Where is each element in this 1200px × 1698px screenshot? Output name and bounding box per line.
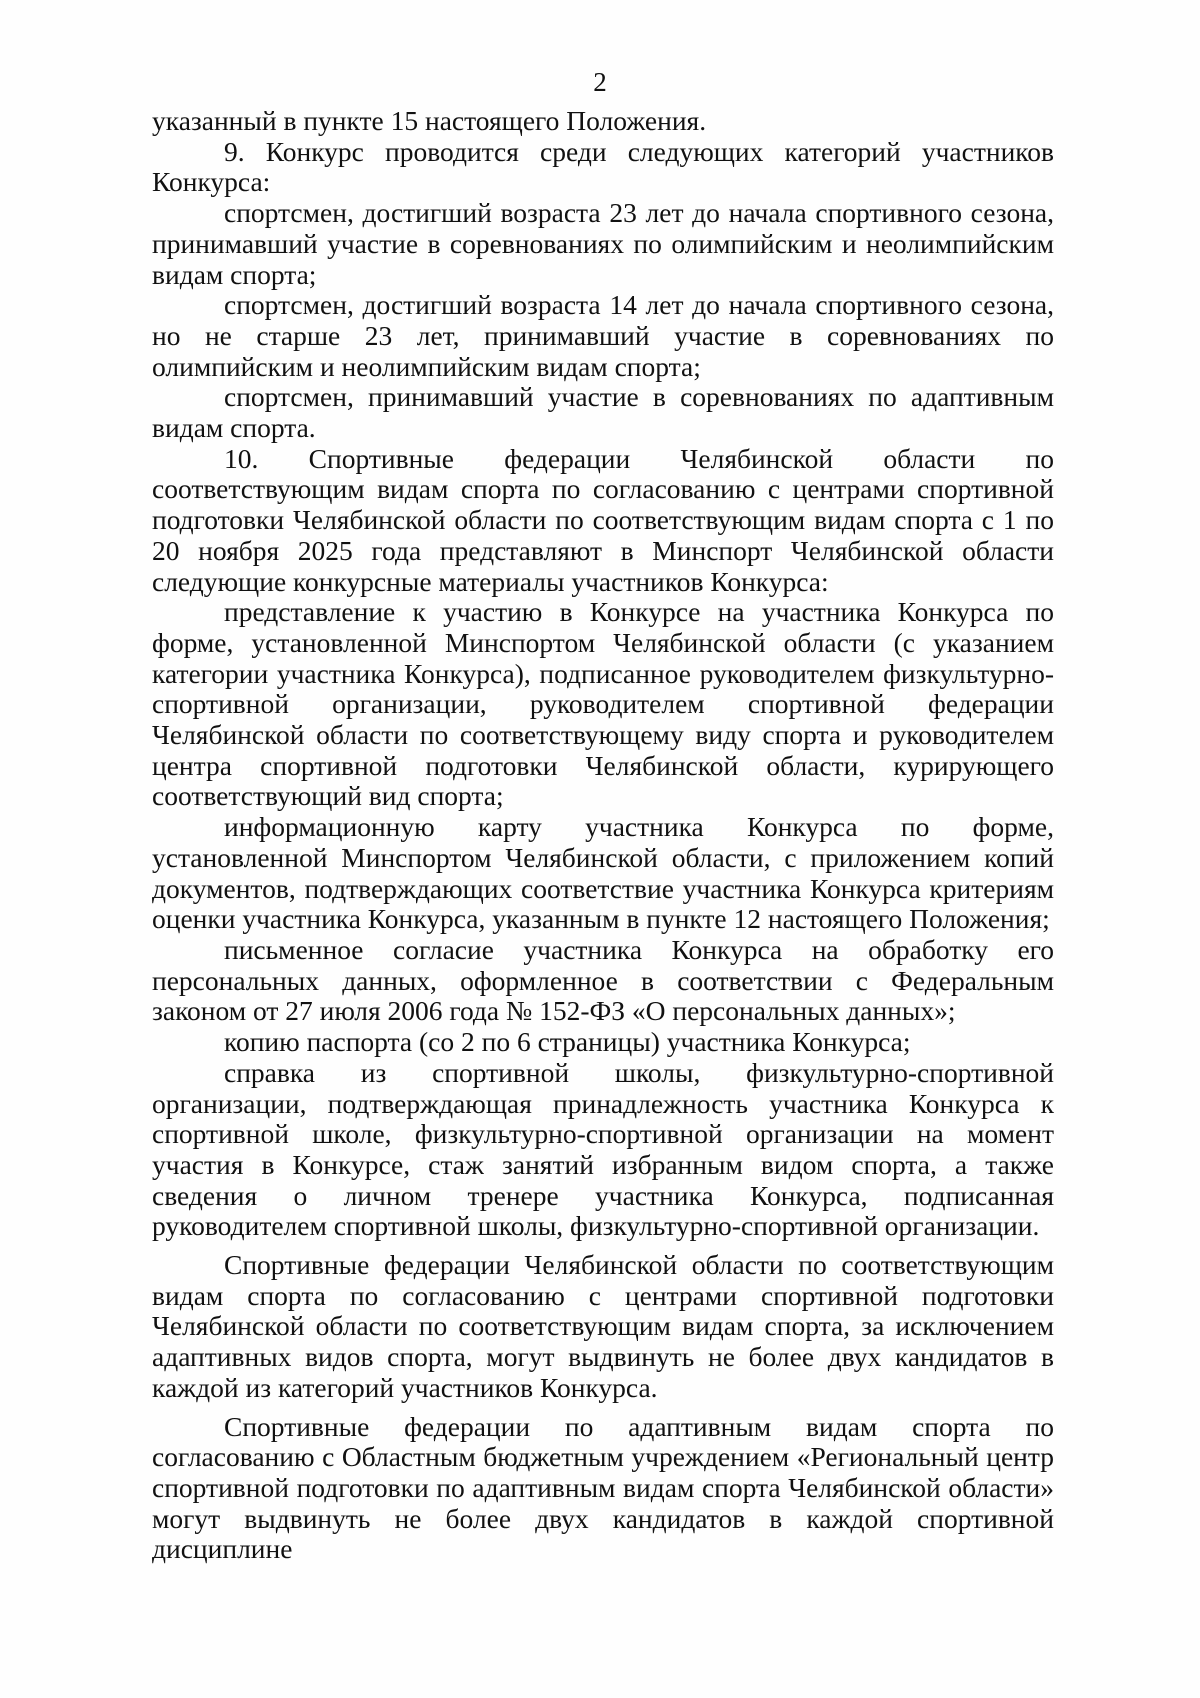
paragraph-item-9: 9. Конкурс проводится среди следующих категорий участников Конкурса:: [152, 135, 1054, 198]
paragraph-category-youth: спортсмен, достигший возраста 14 лет до начала спортивного сезона, но не старше 23 лет, принимавший участие в соревнованиях по олимпийским и неолимпийским видам спорта;: [152, 289, 1054, 382]
paragraph-material-nomination: представление к участию в Конкурсе на участника Конкурса по форме, установленной Минспортом Челябинской области (с указанием категории участника Конкурса), подписанное руководителем физкультурно-спортивной организации, руководителем спортивной федерации Челябинской области по соответствующему виду спорта и руководителем центра спортивной подготовки Челябинской области, курирующего соответствующий вид спорта;: [152, 596, 1054, 812]
paragraph-material-school-certificate: справка из спортивной школы, физкультурно-спортивной организации, подтверждающая принадлежность участника Конкурса к спортивной школе, физкультурно-спортивной организации на момент участия в Конкурсе, стаж занятий избранным видом спорта, а также сведения о личном тренере участника Конкурса, подписанная руководителем спортивной школы, физкультурно-спортивной организации.: [152, 1056, 1054, 1242]
paragraph-federations-limit: Спортивные федерации Челябинской области по соответствующим видам спорта по согласованию с центрами спортивной подготовки Челябинской области по соответствующим видам спорта, за исключением адаптивных видов спорта, могут выдвинуть не более двух кандидатов в каждой из категорий участников Конкурса.: [152, 1249, 1054, 1403]
paragraph-material-consent: письменное согласие участника Конкурса на обработку его персональных данных, оформленное в соответствии с Федеральным законом от 27 июля 2006 года № 152-ФЗ «О персональных данных»;: [152, 933, 1054, 1027]
paragraph-item-10: 10. Спортивные федерации Челябинской области по соответствующим видам спорта по согласованию с центрами спортивной подготовки Челябинской области по соответствующим видам спорта с 1 по 20 ноября 2025 года представляют в Минспорт Челябинской области следующие конкурсные материалы участников Конкурса:: [152, 442, 1054, 597]
document-body: [152, 106, 1054, 1565]
page-number: 2: [593, 67, 607, 97]
paragraph-continuation: указанный в пункте 15 настоящего Положения.: [152, 105, 707, 136]
paragraph-material-passport: копию паспорта (со 2 по 6 страницы) участника Конкурса;: [224, 1026, 911, 1058]
paragraph-material-info-card: информационную карту участника Конкурса по форме, установленной Минспортом Челябинской области, с приложением копий документов, подтверждающих соответствие участника Конкурса критериям оценки участника Конкурса, указанным в пункте 12 настоящего Положения;: [152, 811, 1054, 935]
paragraph-category-adult: спортсмен, достигший возраста 23 лет до начала спортивного сезона, принимавший участие в соревнованиях по олимпийским и неолимпийским видам спорта;: [152, 197, 1054, 290]
paragraph-adaptive-federations: Спортивные федерации по адаптивным видам спорта по согласованию с Областным бюджетным учреждением «Региональный центр спортивной подготовки по адаптивным видам спорта Челябинской области» могут выдвинуть не более двух кандидатов в каждой спортивной дисциплине: [152, 1410, 1054, 1565]
paragraph-category-adaptive: спортсмен, принимавший участие в соревнованиях по адаптивным видам спорта.: [152, 381, 1054, 444]
